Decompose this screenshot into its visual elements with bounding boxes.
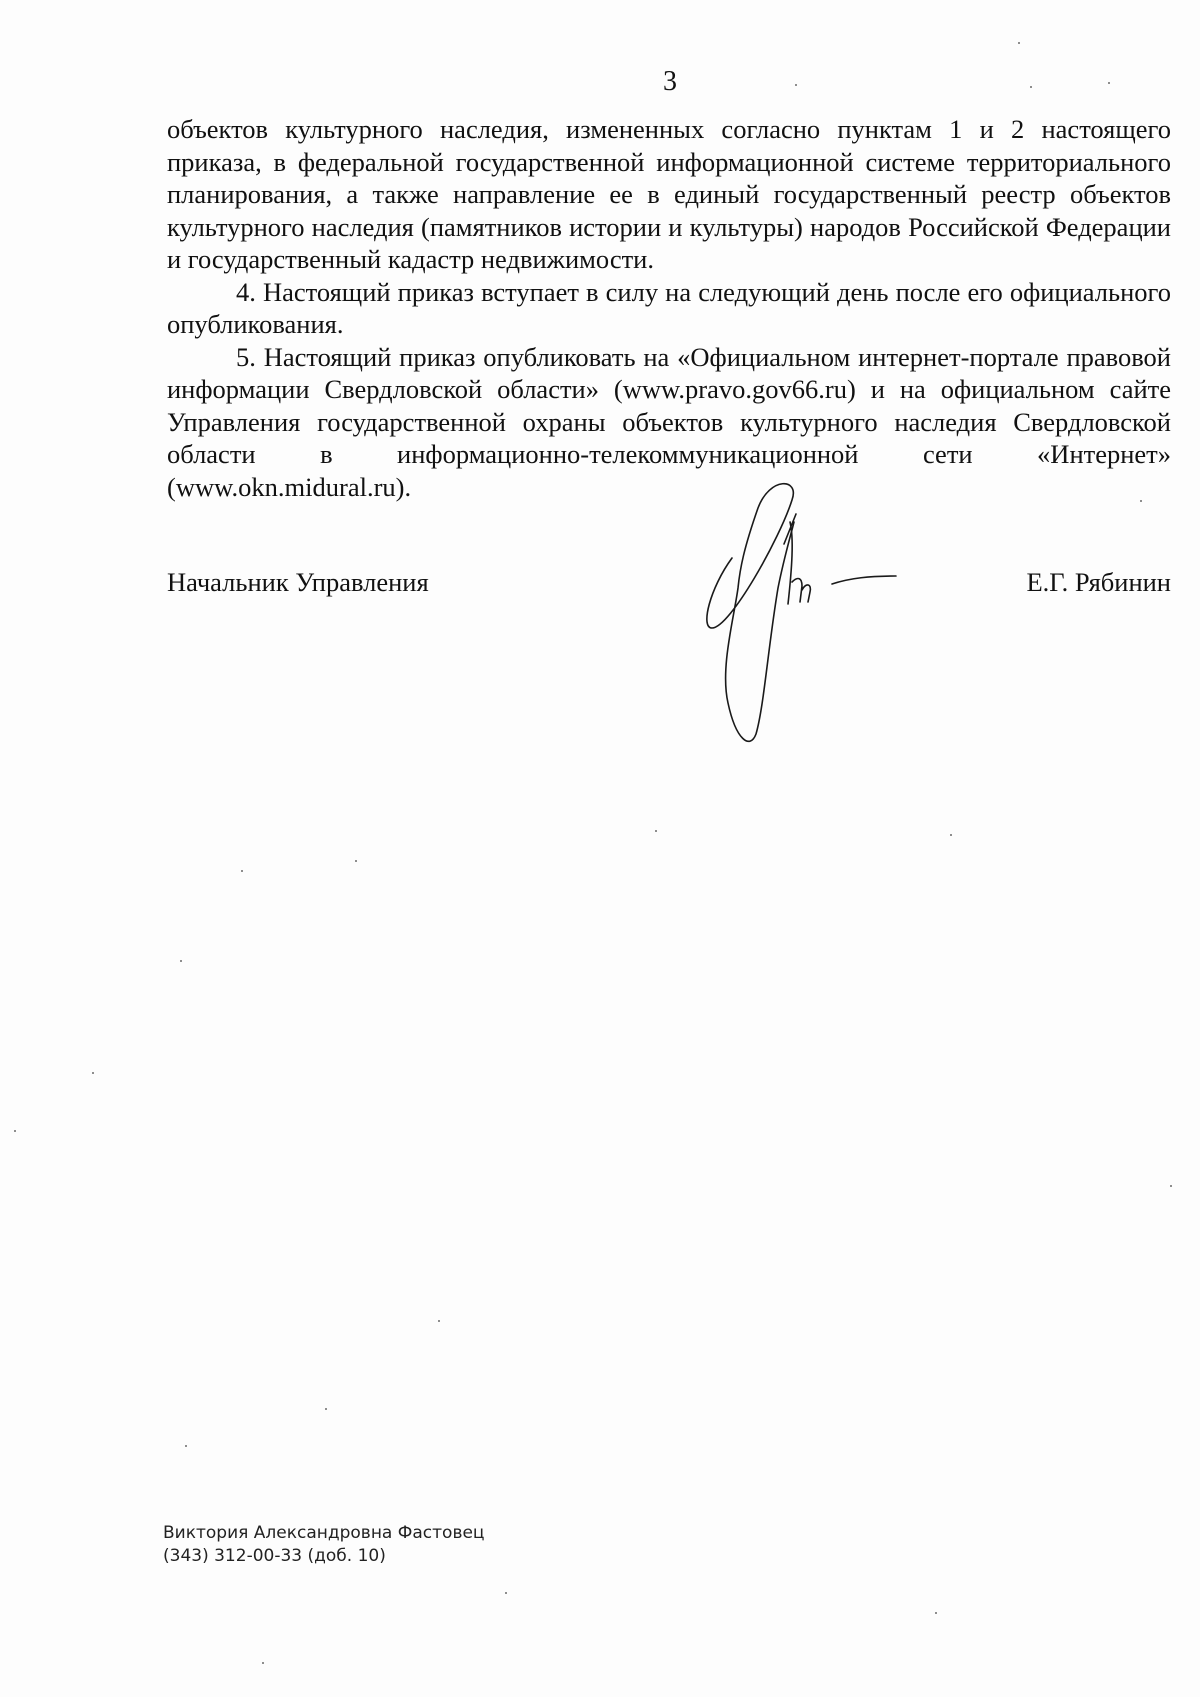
page-number: 3: [663, 66, 677, 97]
scan-speck: [241, 870, 243, 872]
scan-speck: [950, 834, 952, 836]
handwritten-signature: [700, 478, 940, 753]
signature-dash-stroke: [832, 576, 896, 584]
scan-speck: [262, 1662, 264, 1664]
executor-name: Виктория Александровна Фастовец: [163, 1523, 485, 1543]
scan-speck: [185, 1445, 187, 1447]
scan-speck: [325, 1408, 327, 1410]
scan-speck: [180, 960, 182, 962]
executor-info: [163, 1522, 485, 1568]
scan-speck: [795, 84, 797, 86]
scan-speck: [1140, 500, 1142, 502]
signature-letter-stroke: [784, 514, 810, 604]
scan-speck: [1170, 1185, 1172, 1187]
scan-speck: [1030, 86, 1032, 88]
signature-block: [167, 566, 1171, 602]
scan-speck: [1018, 42, 1020, 44]
paragraph-item-5: 5. Настоящий приказ опубликовать на «Официальном интернет-портале правовой информации Свердловской области» (www.pravo.gov66.ru) и на официальном сайте Управления государственной охраны объектов культурного наследия Свердловской области в информационно-телекоммуникационной сети «Интернет» (www.okn.midural.ru).: [167, 341, 1171, 502]
scan-speck: [438, 1320, 440, 1322]
paragraph-continuation: объектов культурного наследия, измененных согласно пунктам 1 и 2 настоящего приказа, в федеральной государственной информационной системе территориального планирования, а также направление ее в единый государственный реестр объектов культурного наследия (памятников истории и культуры) народов Российской Федерации и государственный кадастр недвижимости.: [167, 114, 1171, 274]
scan-speck: [935, 1612, 937, 1614]
scan-speck: [14, 1130, 16, 1132]
document-body: [167, 113, 1171, 503]
scan-speck: [92, 1072, 94, 1074]
scan-speck: [1108, 82, 1110, 84]
scan-speck: [355, 860, 357, 862]
scan-speck: [655, 830, 657, 832]
scan-speck: [505, 1592, 507, 1594]
signature-loop-stroke: [707, 484, 794, 742]
signatory-position: Начальник Управления: [167, 567, 429, 597]
executor-phone: (343) 312-00-33 (доб. 10): [163, 1546, 386, 1566]
signatory-name: Е.Г. Рябинин: [1026, 567, 1171, 597]
paragraph-item-4: 4. Настоящий приказ вступает в силу на следующий день после его официального опубликования.: [167, 276, 1171, 339]
